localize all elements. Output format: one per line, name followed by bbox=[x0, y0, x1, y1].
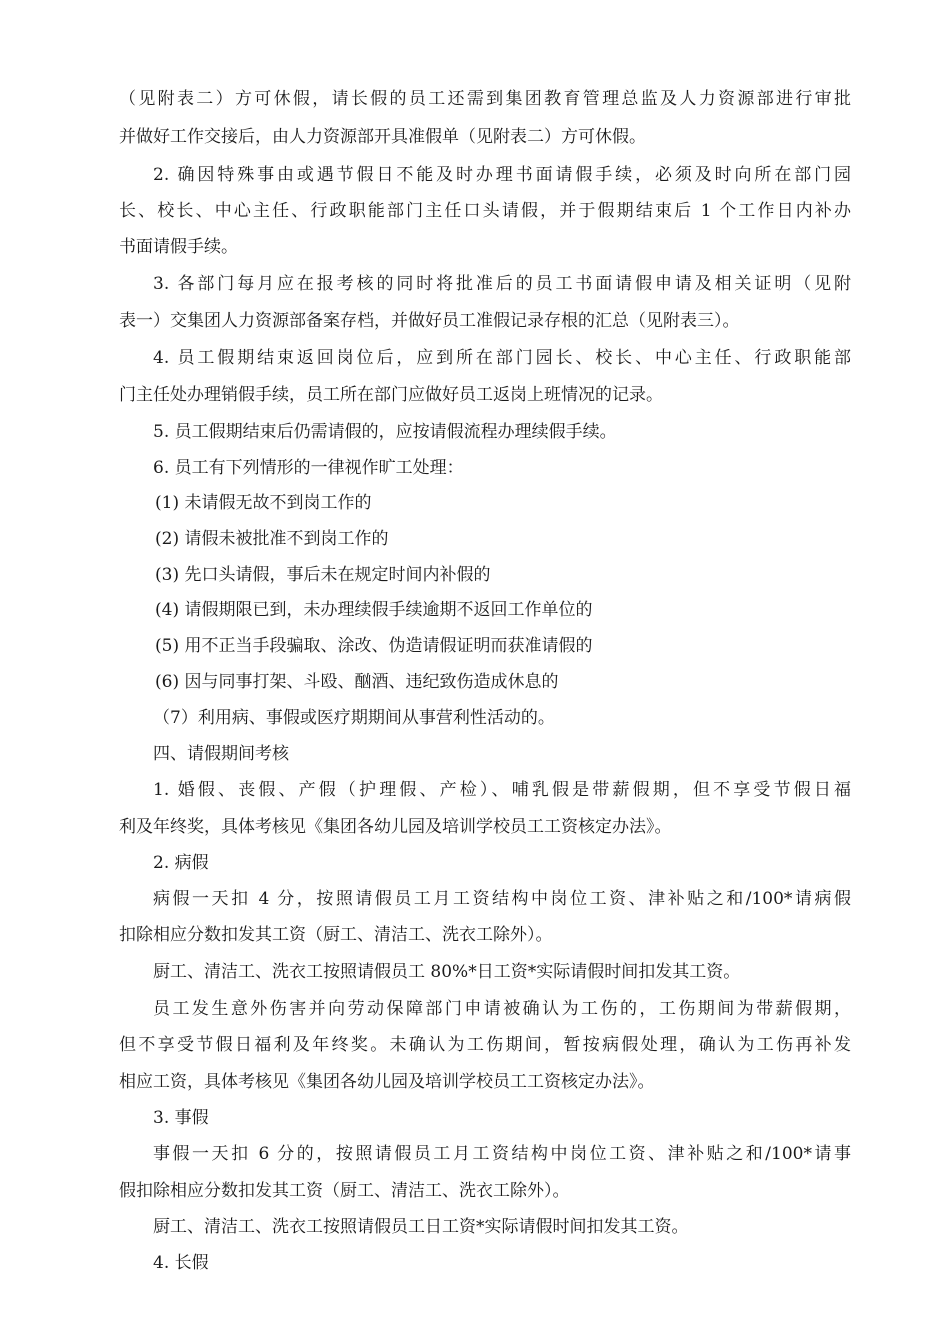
subsection-heading: 3. 事假 bbox=[153, 1108, 209, 1128]
list-item: (6) 因与同事打架、斗殴、酗酒、违纪致伤造成休息的 bbox=[155, 672, 559, 692]
text-line: 6. 员工有下列情形的一律视作旷工处理： bbox=[153, 458, 464, 478]
text-line: 但不享受节假日福利及年终奖。未确认为工伤期间，暂按病假处理，确认为工伤再补发 bbox=[119, 1035, 851, 1055]
list-item: (5) 用不正当手段骗取、涂改、伪造请假证明而获准请假的 bbox=[155, 636, 593, 656]
text-line: 1. 婚假、丧假、产假（护理假、产检）、哺乳假是带薪假期，但不享受节假日福 bbox=[153, 780, 851, 800]
text-line: 利及年终奖，具体考核见《集团各幼儿园及培训学校员工工资核定办法》。 bbox=[119, 817, 672, 837]
text-line: 长、校长、中心主任、行政职能部门主任口头请假，并于假期结束后 1 个工作日内补办 bbox=[119, 201, 851, 221]
subsection-heading: 4. 长假 bbox=[153, 1253, 209, 1273]
text-line: 3. 各部门每月应在报考核的同时将批准后的员工书面请假申请及相关证明（见附 bbox=[153, 274, 851, 294]
text-line: 事假一天扣 6 分的，按照请假员工月工资结构中岗位工资、津补贴之和/100*请事 bbox=[153, 1144, 851, 1164]
text-line: 病假一天扣 4 分，按照请假员工月工资结构中岗位工资、津补贴之和/100*请病假 bbox=[153, 889, 851, 909]
text-line: 假扣除相应分数扣发其工资（厨工、清洁工、洗衣工除外）。 bbox=[119, 1181, 570, 1201]
subsection-heading: 2. 病假 bbox=[153, 853, 209, 873]
list-item: (3) 先口头请假，事后未在规定时间内补假的 bbox=[155, 565, 491, 585]
text-line: 厨工、清洁工、洗衣工按照请假员工日工资*实际请假时间扣发其工资。 bbox=[153, 1217, 689, 1237]
text-line: 5. 员工假期结束后仍需请假的，应按请假流程办理续假手续。 bbox=[153, 422, 617, 442]
list-item: (1) 未请假无故不到岗工作的 bbox=[155, 493, 372, 513]
text-line: 厨工、清洁工、洗衣工按照请假员工 80%*日工资*实际请假时间扣发其工资。 bbox=[153, 962, 741, 982]
text-line: 2. 确因特殊事由或遇节假日不能及时办理书面请假手续，必须及时向所在部门园 bbox=[153, 165, 851, 185]
text-line: 4. 员工假期结束返回岗位后，应到所在部门园长、校长、中心主任、行政职能部 bbox=[153, 348, 851, 368]
text-line: 表一）交集团人力资源部备案存档，并做好员工准假记录存根的汇总（见附表三）。 bbox=[119, 311, 740, 331]
text-line: 并做好工作交接后，由人力资源部开具准假单（见附表二）方可休假。 bbox=[119, 127, 646, 147]
list-item: (2) 请假未被批准不到岗工作的 bbox=[155, 529, 389, 549]
text-line: 扣除相应分数扣发其工资（厨工、清洁工、洗衣工除外）。 bbox=[119, 925, 553, 945]
text-line: 门主任处办理销假手续，员工所在部门应做好员工返岗上班情况的记录。 bbox=[119, 385, 663, 405]
text-line: （见附表二）方可休假，请长假的员工还需到集团教育管理总监及人力资源部进行审批 bbox=[119, 89, 851, 109]
text-line: 员工发生意外伤害并向劳动保障部门申请被确认为工伤的，工伤期间为带薪假期， bbox=[153, 999, 851, 1019]
list-item: （7）利用病、事假或医疗期期间从事营利性活动的。 bbox=[153, 708, 555, 728]
text-line: 相应工资，具体考核见《集团各幼儿园及培训学校员工工资核定办法》。 bbox=[119, 1072, 655, 1092]
section-heading: 四、请假期间考核 bbox=[153, 744, 289, 764]
text-line: 书面请假手续。 bbox=[119, 237, 238, 257]
list-item: (4) 请假期限已到，未办理续假手续逾期不返回工作单位的 bbox=[155, 600, 593, 620]
